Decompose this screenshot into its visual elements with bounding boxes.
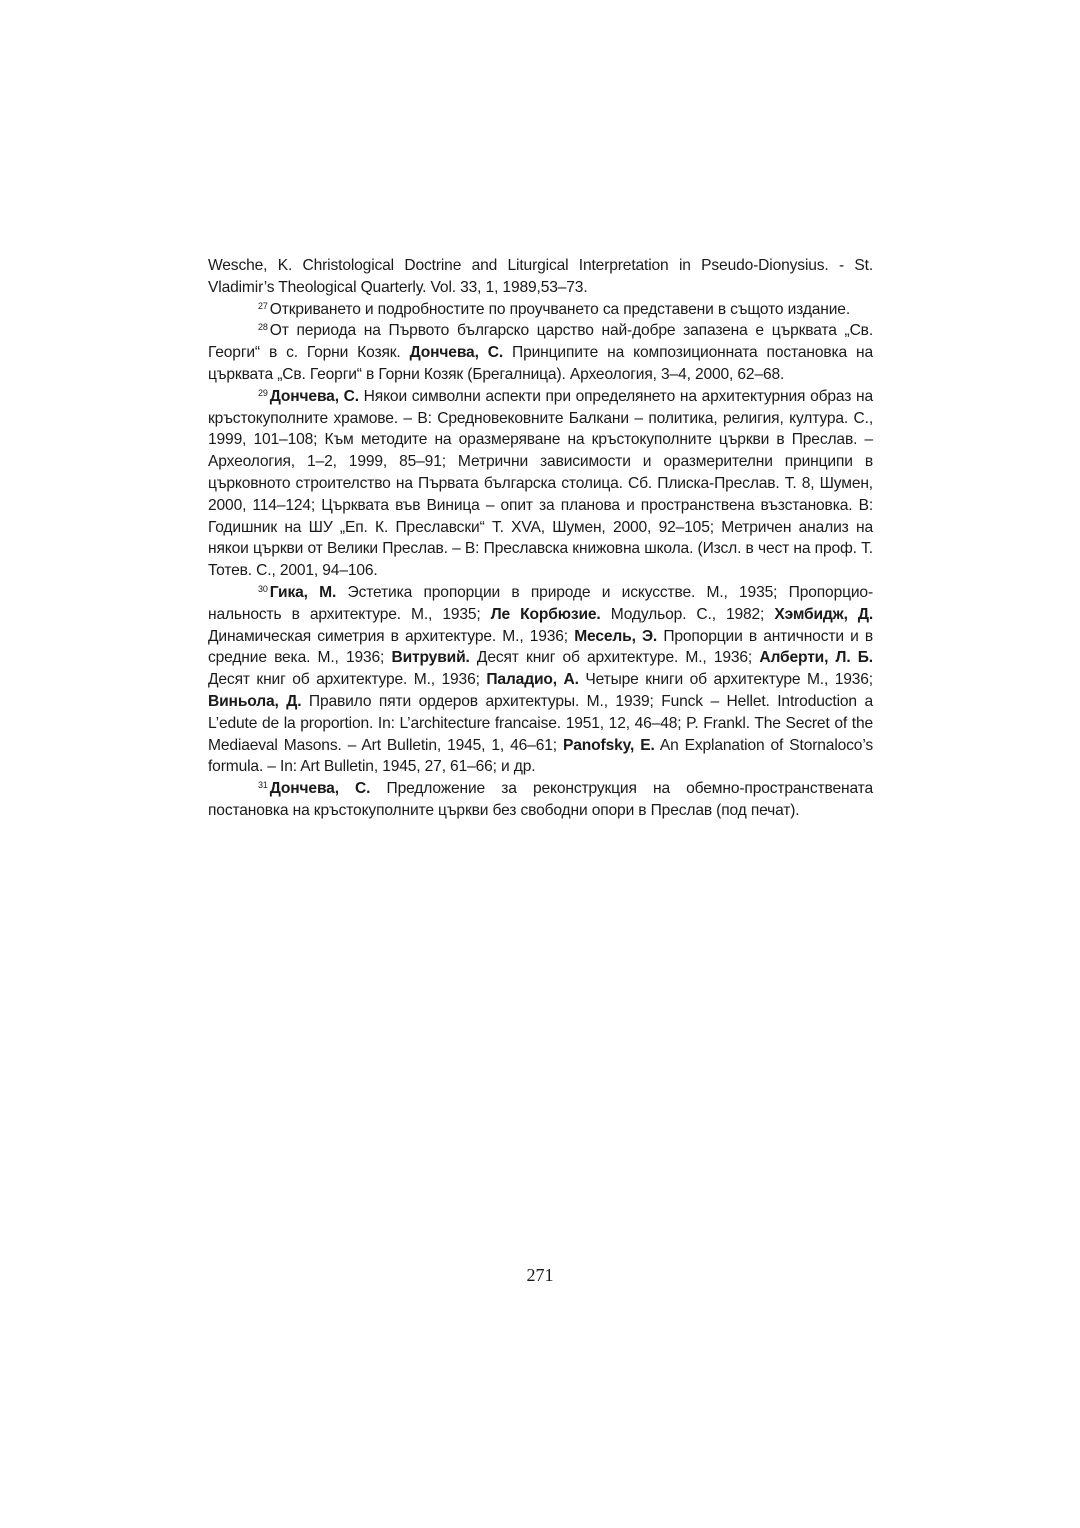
author-name: Panofsky, E.	[563, 736, 655, 754]
footnote-text: Модульор. С., 1982;	[600, 605, 775, 623]
footnote-29	[208, 386, 873, 582]
footnote-28	[208, 320, 873, 385]
footnote-31	[208, 778, 873, 822]
author-name: Паладио, А.	[486, 671, 579, 689]
footnote-number: 31	[258, 780, 268, 791]
author-name: Месель, Э.	[574, 627, 658, 645]
footnote-text: Пропорции в античности и в средние века. М., 1936;	[208, 627, 874, 667]
author-name: Хэмбидж, Д.	[774, 605, 873, 623]
author-name: Гика, М.	[269, 583, 337, 601]
footnote-text: Четыре книги об архитектуре М., 1936;	[578, 671, 873, 689]
author-name: Витрувий.	[391, 649, 470, 667]
author-name: Алберти, Л. Б.	[759, 649, 873, 667]
footnote-text: Откриването и подробностите по проучването са представени в същото издание.	[269, 300, 851, 318]
page-number: 271	[526, 1265, 554, 1285]
footnote-text: An Explanation of Stornaloco’s formula. – In: Art Bulletin, 1945, 27, 61–66; и др.	[208, 736, 874, 776]
footnotes-block	[208, 255, 873, 822]
footnote-27	[208, 299, 873, 321]
footnote-number: 28	[258, 322, 268, 333]
footnote-text: Правило пяти ордеров архитектуры. М., 1939; Funck – Hellet. Introduction a L’edute de la proportion. In: L’architecture francaise. 1951, 12, 46–48; P. Frankl. The Secret of the Mediaeval Masons. – Art Bulletin, 1945, 1, 46–61;	[208, 692, 873, 754]
footnote-number: 27	[258, 300, 268, 311]
author-name: Ле Корбюзие.	[490, 605, 601, 623]
footnote-number: 30	[258, 583, 268, 594]
reference-continuation: Wesche, K. Christological Doctrine and Liturgical Interpretation in Pseudo-Dionysius. - St. Vladimir’s Theological Quarterly. Vol. 33, 1, 1989,53–73.	[208, 257, 873, 296]
author-name: Виньола, Д.	[208, 692, 302, 710]
author-name: Дончева, С.	[269, 387, 359, 405]
footnote-text: Динамическая симетрия в архитектуре. М., 1936;	[208, 627, 575, 645]
author-name: Дончева, С.	[269, 780, 371, 798]
footnote-text: Десят книг об архитектуре. М., 1936;	[208, 671, 487, 689]
author-name: Дончева, С.	[409, 344, 504, 362]
footnote-text: Десят книг об архитектуре. М., 1936;	[469, 649, 760, 667]
footnote-30	[208, 582, 873, 778]
footnote-number: 29	[258, 387, 268, 398]
footnote-text: Предложение за реконструкция на обемно-пространствената постановка на кръстокуполните църкви без свободни опори в Преслав (под печат).	[208, 780, 873, 819]
footnote-text: Эстетика пропорции в природе и искусстве. М., 1935; Пропорцио-нальность в архитектуре. М., 1935;	[208, 583, 873, 623]
footnote-text: От периода на Първото българско царство най-добре запазена е църквата „Св. Георги“ в с. Горни Козяк.	[208, 322, 873, 362]
footnote-text: Някои символни аспекти при определянето на архитектурния образ на кръстокуполните храмове. – В: Средновековните Балкани – политика, религия, култура. С., 1999, 101–108; Към методите на оразмеряване на кръстокуполните църкви в Преслав. – Археология, 1–2, 1999, 85–91; Метрични зависимости и оразмерителни принципи в църковното строителство на Първата българска столица. Сб. Плиска-Преслав. Т. 8, Шумен, 2000, 114–124; Църквата във Виница – опит за планова и пространствена възстановка. В: Годишник на ШУ „Еп. К. Преславски“ Т. XVA, Шумен, 2000, 92–105; Метричен анализ на някои църкви от Велики Преслав. – В: Преславска книжовна школа. (Изсл. в чест на проф. Т. Тотев. С., 2001, 94–106.	[208, 387, 873, 580]
footnote-list	[208, 299, 873, 822]
footnote-text: Принципите на композиционната постановка на църквата „Св. Георги“ в Горни Козяк (Брегалница). Археология, 3–4, 2000, 62–68.	[208, 344, 873, 383]
